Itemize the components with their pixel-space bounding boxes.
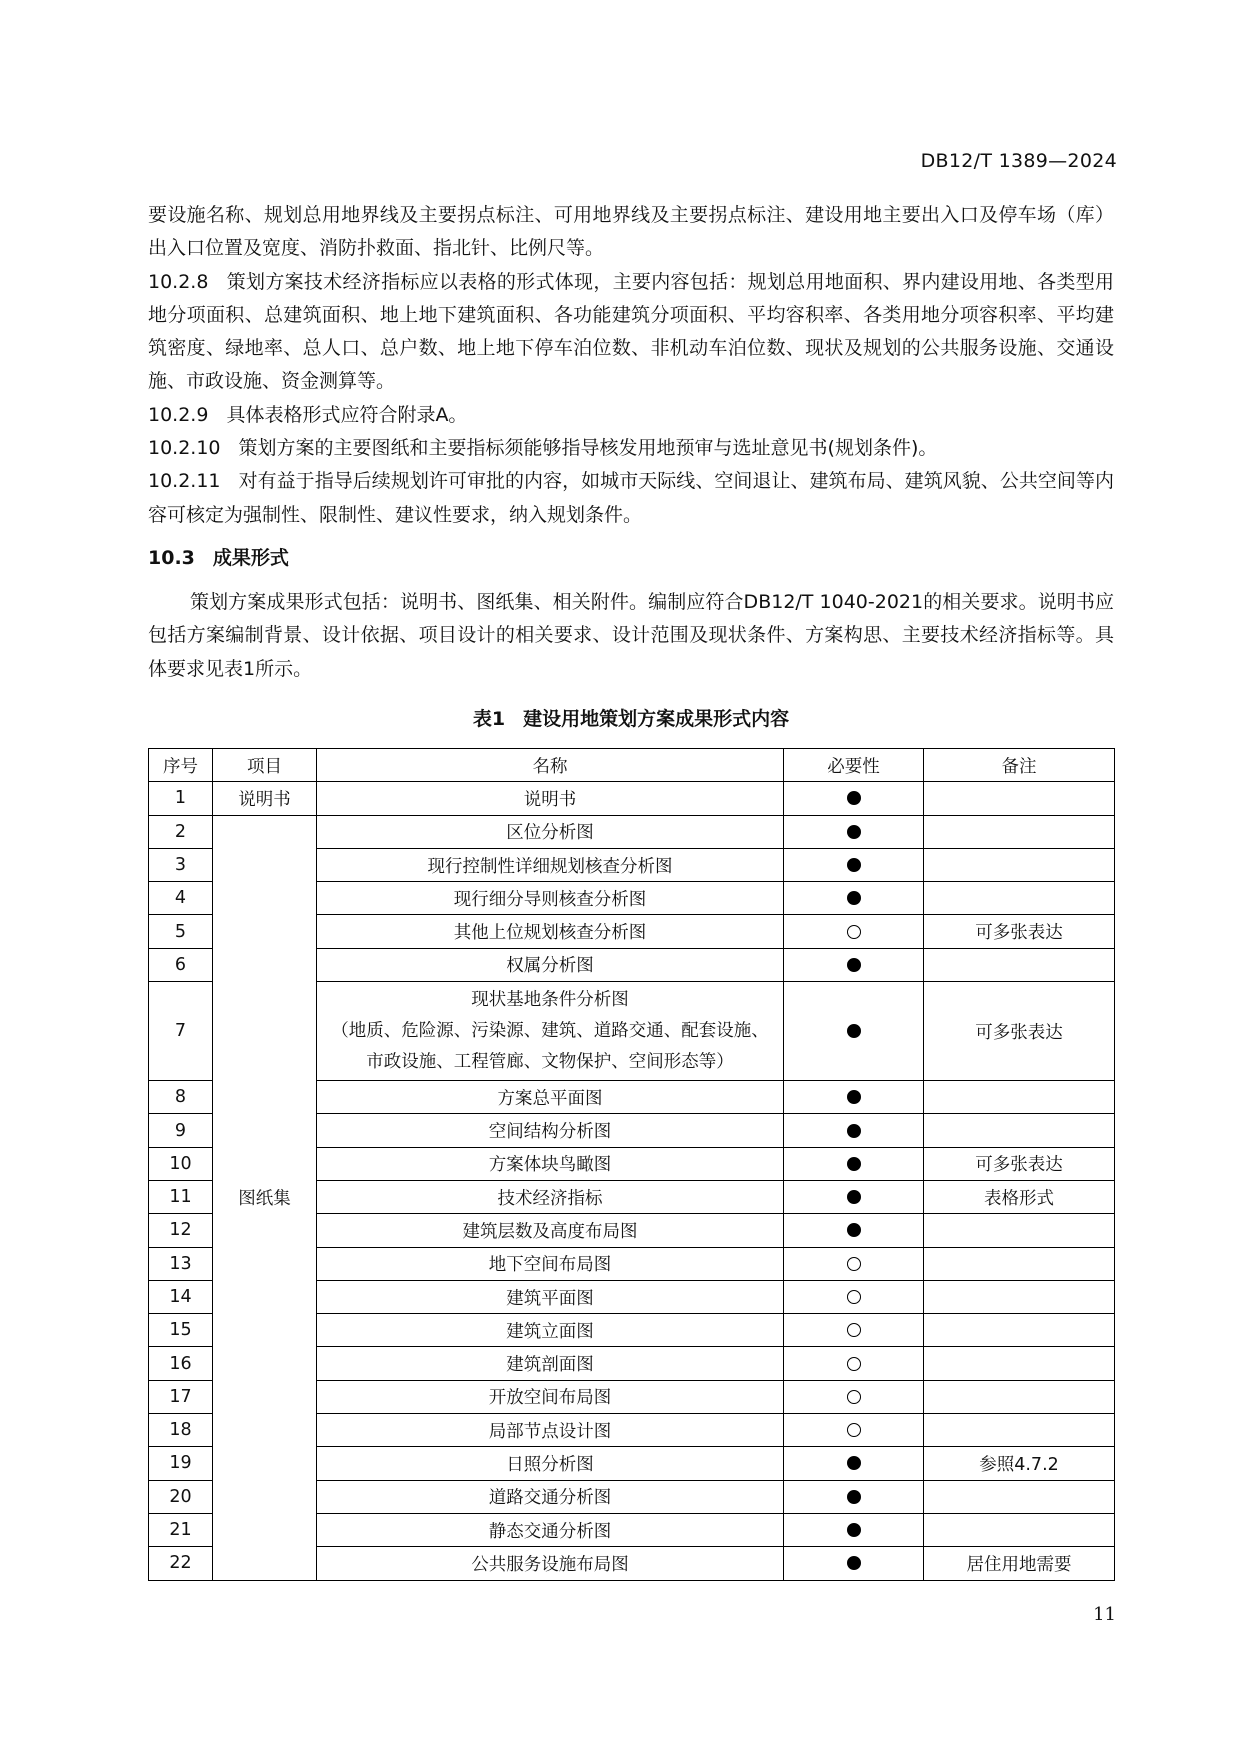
cell-no: 12 [149, 1214, 213, 1247]
cell-note [924, 1513, 1115, 1546]
cell-name: 开放空间布局图 [317, 1380, 784, 1413]
cell-required [784, 1280, 924, 1313]
table-label: 表1 [472, 708, 506, 730]
cell-required [784, 815, 924, 848]
filled-circle-icon [847, 791, 861, 805]
cell-required [784, 915, 924, 948]
cell-name: 道路交通分析图 [317, 1480, 784, 1513]
cell-no: 22 [149, 1547, 213, 1580]
open-circle-icon [847, 1423, 861, 1437]
cell-note: 居住用地需要 [924, 1547, 1115, 1580]
cell-required [784, 1214, 924, 1247]
filled-circle-icon [847, 1223, 861, 1237]
cell-no: 11 [149, 1180, 213, 1213]
cell-note [924, 1214, 1115, 1247]
open-circle-icon [847, 1290, 861, 1304]
filled-circle-icon [847, 1024, 861, 1038]
intro-paragraph: 策划方案成果形式包括：说明书、图纸集、相关附件。编制应符合DB12/T 1040-2021的相关要求。说明书应包括方案编制背景、设计依据、项目设计的相关要求、设计范围及现状条件、方案构思、主要技术经济指标等。具体要求见表1所示。 [148, 591, 1114, 680]
cell-note [924, 1380, 1115, 1413]
cell-name: 静态交通分析图 [317, 1513, 784, 1546]
cell-no: 10 [149, 1147, 213, 1180]
open-circle-icon [847, 1257, 861, 1271]
clause-10-2-11 [148, 465, 1114, 532]
cell-no: 3 [149, 848, 213, 881]
cell-required [784, 1247, 924, 1280]
cell-note [924, 1247, 1115, 1280]
cell-name: 建筑立面图 [317, 1314, 784, 1347]
cell-required [784, 948, 924, 981]
cell-required [784, 1380, 924, 1413]
cell-required [784, 882, 924, 915]
filled-circle-icon [847, 1523, 861, 1537]
clause-body: 对有益于指导后续规划许可审批的内容，如城市天际线、空间退让、建筑布局、建筑风貌、公共空间等内容可核定为强制性、限制性、建议性要求，纳入规划条件。 [148, 470, 1114, 526]
group-manual: 说明书 [213, 782, 317, 815]
cell-name: 技术经济指标 [317, 1180, 784, 1213]
filled-circle-icon [847, 825, 861, 839]
clause-10-2-8 [148, 266, 1114, 399]
cell-name: 说明书 [317, 782, 784, 815]
paragraph-continuation [148, 199, 1114, 266]
cell-note [924, 1081, 1115, 1114]
section-number: 10.3 [148, 547, 195, 569]
filled-circle-icon [847, 858, 861, 872]
table-caption [148, 704, 1114, 731]
cell-name: 区位分析图 [317, 815, 784, 848]
clause-number: 10.2.8 [148, 270, 209, 293]
cell-required [784, 782, 924, 815]
filled-circle-icon [847, 1124, 861, 1138]
cell-required [784, 1480, 924, 1513]
paragraph-text: 要设施名称、规划总用地界线及主要拐点标注、可用地界线及主要拐点标注、建设用地主要出入口及停车场（库）出入口位置及宽度、消防扑救面、指北针、比例尺等。 [148, 204, 1114, 260]
cell-no: 8 [149, 1081, 213, 1114]
cell-name: 权属分析图 [317, 948, 784, 981]
table-title: 建设用地策划方案成果形式内容 [523, 708, 790, 730]
cell-no: 5 [149, 915, 213, 948]
cell-note [924, 815, 1115, 848]
cell-note [924, 782, 1115, 815]
cell-required [784, 848, 924, 881]
cell-name: 其他上位规划核查分析图 [317, 915, 784, 948]
open-circle-icon [847, 1390, 861, 1404]
cell-no: 21 [149, 1513, 213, 1546]
cell-no: 15 [149, 1314, 213, 1347]
cell-name: 方案体块鸟瞰图 [317, 1147, 784, 1180]
cell-name: 公共服务设施布局图 [317, 1547, 784, 1580]
filled-circle-icon [847, 958, 861, 972]
cell-no: 18 [149, 1414, 213, 1447]
document-code: DB12/T 1389—2024 [920, 150, 1117, 172]
header-no: 序号 [149, 749, 213, 782]
name-line-1: 现状基地条件分析图 [471, 989, 629, 1010]
header-required: 必要性 [784, 749, 924, 782]
cell-note [924, 948, 1115, 981]
table-row [149, 815, 1115, 848]
cell-no: 13 [149, 1247, 213, 1280]
cell-name [317, 982, 784, 1081]
clause-body: 策划方案的主要图纸和主要指标须能够指导核发用地预审与选址意见书(规划条件)。 [238, 437, 938, 460]
cell-no: 4 [149, 882, 213, 915]
cell-required [784, 1114, 924, 1147]
clause-number: 10.2.10 [148, 437, 221, 460]
clause-text [148, 199, 1114, 532]
cell-name: 建筑平面图 [317, 1280, 784, 1313]
cell-note [924, 848, 1115, 881]
cell-required [784, 1314, 924, 1347]
section-title: 成果形式 [212, 547, 289, 569]
open-circle-icon [847, 1357, 861, 1371]
cell-note [924, 882, 1115, 915]
cell-name: 建筑层数及高度布局图 [317, 1214, 784, 1247]
cell-no: 7 [149, 982, 213, 1081]
cell-note [924, 1480, 1115, 1513]
cell-name: 方案总平面图 [317, 1081, 784, 1114]
cell-note [924, 1280, 1115, 1313]
results-table [148, 748, 1115, 1581]
cell-note [924, 1314, 1115, 1347]
page-number: 11 [1093, 1604, 1116, 1625]
filled-circle-icon [847, 1190, 861, 1204]
cell-no: 2 [149, 815, 213, 848]
table-header-row [149, 749, 1115, 782]
cell-note [924, 1347, 1115, 1380]
open-circle-icon [847, 1323, 861, 1337]
cell-note [924, 1414, 1115, 1447]
cell-no: 6 [149, 948, 213, 981]
filled-circle-icon [847, 1157, 861, 1171]
clause-number: 10.2.9 [148, 403, 209, 426]
clause-body: 策划方案技术经济指标应以表格的形式体现，主要内容包括：规划总用地面积、界内建设用地、各类型用地分项面积、总建筑面积、地上地下建筑面积、各功能建筑分项面积、平均容积率、各类用地分项容积率、平均建筑密度、绿地率、总人口、总户数、地上地下停车泊位数、非机动车泊位数、现状及规划的公共服务设施、交通设施、市政设施、资金测算等。 [148, 270, 1114, 393]
cell-note: 参照4.7.2 [924, 1447, 1115, 1480]
cell-note: 表格形式 [924, 1180, 1115, 1213]
name-line-3: 市政设施、工程管廊、文物保护、空间形态等） [366, 1051, 734, 1072]
filled-circle-icon [847, 1090, 861, 1104]
cell-no: 19 [149, 1447, 213, 1480]
cell-required [784, 1513, 924, 1546]
cell-name: 建筑剖面图 [317, 1347, 784, 1380]
clause-number: 10.2.11 [148, 470, 221, 493]
cell-note: 可多张表达 [924, 915, 1115, 948]
cell-required [784, 1180, 924, 1213]
clause-10-2-10 [148, 432, 1114, 465]
cell-required [784, 1081, 924, 1114]
section-intro [148, 586, 1114, 686]
filled-circle-icon [847, 1456, 861, 1470]
clause-10-2-9 [148, 399, 1114, 432]
cell-note [924, 1114, 1115, 1147]
cell-name: 空间结构分析图 [317, 1114, 784, 1147]
filled-circle-icon [847, 891, 861, 905]
cell-name: 现行细分导则核查分析图 [317, 882, 784, 915]
cell-required [784, 1347, 924, 1380]
cell-required [784, 1414, 924, 1447]
clause-body: 具体表格形式应符合附录A。 [226, 403, 468, 426]
cell-no: 17 [149, 1380, 213, 1413]
cell-no: 9 [149, 1114, 213, 1147]
cell-no: 20 [149, 1480, 213, 1513]
cell-no: 16 [149, 1347, 213, 1380]
cell-note: 可多张表达 [924, 1147, 1115, 1180]
cell-no: 14 [149, 1280, 213, 1313]
cell-name: 局部节点设计图 [317, 1414, 784, 1447]
cell-name: 地下空间布局图 [317, 1247, 784, 1280]
table-row [149, 782, 1115, 815]
cell-required [784, 1547, 924, 1580]
cell-note: 可多张表达 [924, 982, 1115, 1081]
group-drawings: 图纸集 [213, 815, 317, 1580]
cell-required [784, 982, 924, 1081]
cell-no: 1 [149, 782, 213, 815]
header-note: 备注 [924, 749, 1115, 782]
cell-required [784, 1447, 924, 1480]
header-item: 项目 [213, 749, 317, 782]
open-circle-icon [847, 925, 861, 939]
cell-required [784, 1147, 924, 1180]
filled-circle-icon [847, 1556, 861, 1570]
header-name: 名称 [317, 749, 784, 782]
cell-name: 日照分析图 [317, 1447, 784, 1480]
section-heading [148, 543, 289, 570]
cell-name: 现行控制性详细规划核查分析图 [317, 848, 784, 881]
filled-circle-icon [847, 1490, 861, 1504]
name-line-2: （地质、危险源、污染源、建筑、道路交通、配套设施、 [331, 1020, 769, 1041]
